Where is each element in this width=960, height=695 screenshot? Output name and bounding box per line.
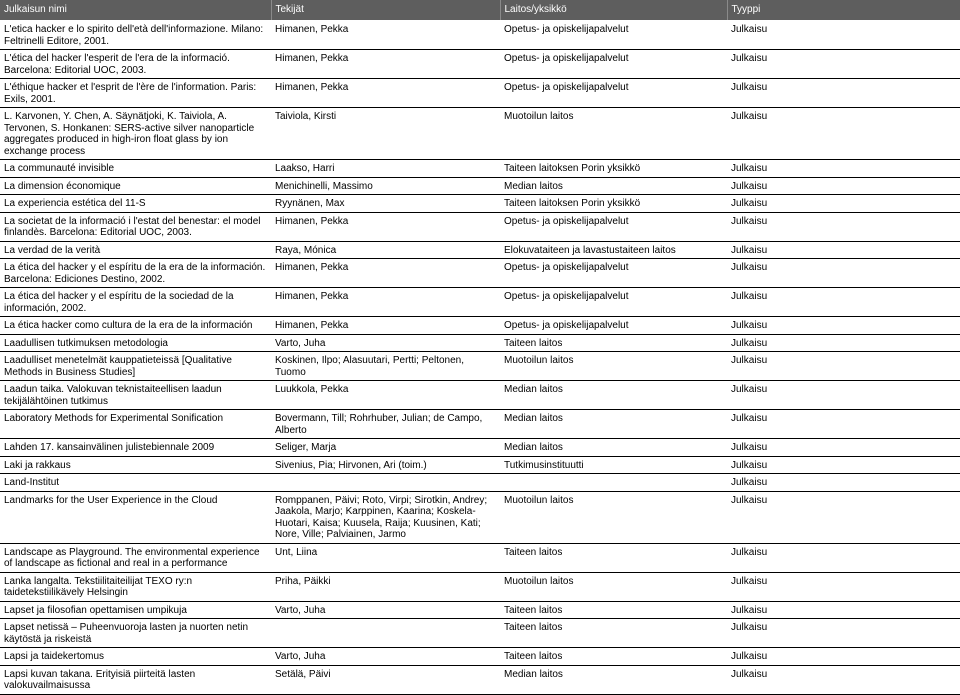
department-cell: Muotoilun laitos — [500, 108, 727, 160]
publication-title-cell: La verdad de la verità — [0, 241, 271, 259]
authors-cell: Taiviola, Kirsti — [271, 108, 500, 160]
authors-cell: Himanen, Pekka — [271, 50, 500, 79]
table-row — [0, 195, 960, 213]
department-cell: Opetus- ja opiskelijapalvelut — [500, 50, 727, 79]
table-body — [0, 20, 960, 694]
authors-cell: Seliger, Marja — [271, 439, 500, 457]
table-row — [0, 241, 960, 259]
publication-title-cell: L'etica hacker e lo spirito dell'età dell'informazione. Milano: Feltrinelli Editore, 2001. — [0, 20, 271, 50]
department-cell: Opetus- ja opiskelijapalvelut — [500, 79, 727, 108]
table-row — [0, 212, 960, 241]
department-cell: Taiteen laitoksen Porin yksikkö — [500, 160, 727, 178]
type-cell: Julkaisu — [727, 381, 960, 410]
type-cell: Julkaisu — [727, 160, 960, 178]
table-row — [0, 108, 960, 160]
authors-cell: Koskinen, Ilpo; Alasuutari, Pertti; Peltonen, Tuomo — [271, 352, 500, 381]
publication-title-cell: L'éthique hacker et l'esprit de l'ère de l'information. Paris: Exils, 2001. — [0, 79, 271, 108]
department-cell: Opetus- ja opiskelijapalvelut — [500, 212, 727, 241]
publication-title-cell: La ética del hacker y el espíritu de la era de la información. Barcelona: Ediciones Destino, 2002. — [0, 259, 271, 288]
table-row — [0, 619, 960, 648]
department-cell: Tutkimusinstituutti — [500, 456, 727, 474]
authors-cell: Romppanen, Päivi; Roto, Virpi; Sirotkin, Andrey; Jaakola, Marjo; Karppinen, Kaarina; Koskela-Huotari, Kaisa; Kuusela, Raija; Kuusinen, Kati; Nore, Ville; Palviainen, Jarmo — [271, 491, 500, 543]
type-cell: Julkaisu — [727, 195, 960, 213]
authors-cell: Luukkola, Pekka — [271, 381, 500, 410]
authors-cell: Sivenius, Pia; Hirvonen, Ari (toim.) — [271, 456, 500, 474]
publication-title-cell: La communauté invisible — [0, 160, 271, 178]
publication-title-cell: L. Karvonen, Y. Chen, A. Säynätjoki, K. Taiviola, A. Tervonen, S. Honkanen: SERS-active silver nanoparticle aggregates produced in high-iron float glass by ion exchange process — [0, 108, 271, 160]
publication-title-cell: Lahden 17. kansainvälinen julistebiennale 2009 — [0, 439, 271, 457]
publication-title-cell: Lapset ja filosofian opettamisen umpikuja — [0, 601, 271, 619]
table-row — [0, 474, 960, 492]
department-cell: Median laitos — [500, 381, 727, 410]
type-cell: Julkaisu — [727, 334, 960, 352]
type-cell: Julkaisu — [727, 288, 960, 317]
publication-title-cell: La experiencia estética del 11-S — [0, 195, 271, 213]
authors-cell: Himanen, Pekka — [271, 212, 500, 241]
table-row — [0, 288, 960, 317]
publication-title-cell: L'ética del hacker l'esperit de l'era de la informació. Barcelona: Editorial UOC, 2003. — [0, 50, 271, 79]
publication-title-cell: Lapsi ja taidekertomus — [0, 648, 271, 666]
publication-title-cell: Landscape as Playground. The environmental experience of landscape as fictional and real in a performance — [0, 543, 271, 572]
table-row — [0, 381, 960, 410]
publication-title-cell: La ética hacker como cultura de la era de la información — [0, 317, 271, 335]
publication-title-cell: Laadulliset menetelmät kauppatieteissä [Qualitative Methods in Business Studies] — [0, 352, 271, 381]
type-cell: Julkaisu — [727, 20, 960, 50]
type-cell: Julkaisu — [727, 410, 960, 439]
authors-cell: Himanen, Pekka — [271, 259, 500, 288]
type-cell: Julkaisu — [727, 241, 960, 259]
table-row — [0, 334, 960, 352]
type-cell: Julkaisu — [727, 491, 960, 543]
department-cell: Muotoilun laitos — [500, 572, 727, 601]
type-cell: Julkaisu — [727, 50, 960, 79]
authors-cell: Bovermann, Till; Rohrhuber, Julian; de Campo, Alberto — [271, 410, 500, 439]
type-cell: Julkaisu — [727, 648, 960, 666]
department-cell: Taiteen laitos — [500, 601, 727, 619]
type-cell: Julkaisu — [727, 474, 960, 492]
type-cell: Julkaisu — [727, 352, 960, 381]
type-cell: Julkaisu — [727, 601, 960, 619]
department-cell: Median laitos — [500, 439, 727, 457]
publication-title-cell: La dimension économique — [0, 177, 271, 195]
type-cell: Julkaisu — [727, 439, 960, 457]
authors-cell: Himanen, Pekka — [271, 79, 500, 108]
publication-title-cell: Lapsi kuvan takana. Erityisiä piirteitä lasten valokuvailmaisussa — [0, 665, 271, 694]
table-row — [0, 648, 960, 666]
publication-title-cell: Laki ja rakkaus — [0, 456, 271, 474]
column-header-authors: Tekijät — [271, 0, 500, 20]
publication-title-cell: Laadullisen tutkimuksen metodologia — [0, 334, 271, 352]
authors-cell: Varto, Juha — [271, 648, 500, 666]
table-row — [0, 543, 960, 572]
type-cell: Julkaisu — [727, 79, 960, 108]
publication-title-cell: La societat de la informació i l'estat del benestar: el model finlandès. Barcelona: Editorial UOC, 2003. — [0, 212, 271, 241]
table-row — [0, 177, 960, 195]
department-cell: Opetus- ja opiskelijapalvelut — [500, 288, 727, 317]
type-cell: Julkaisu — [727, 259, 960, 288]
header-row — [0, 0, 960, 20]
authors-cell: Himanen, Pekka — [271, 317, 500, 335]
type-cell: Julkaisu — [727, 665, 960, 694]
department-cell: Median laitos — [500, 665, 727, 694]
department-cell: Opetus- ja opiskelijapalvelut — [500, 259, 727, 288]
publication-title-cell: La ética del hacker y el espíritu de la sociedad de la información, 2002. — [0, 288, 271, 317]
table-row — [0, 491, 960, 543]
table-row — [0, 665, 960, 694]
publication-title-cell: Laadun taika. Valokuvan teknistaiteellisen laadun tekijälähtöinen tutkimus — [0, 381, 271, 410]
table-row — [0, 572, 960, 601]
publication-title-cell: Lapset netissä – Puheenvuoroja lasten ja nuorten netin käytöstä ja riskeistä — [0, 619, 271, 648]
table-row — [0, 317, 960, 335]
publication-title-cell: Landmarks for the User Experience in the Cloud — [0, 491, 271, 543]
publication-title-cell: Laboratory Methods for Experimental Sonification — [0, 410, 271, 439]
authors-cell — [271, 619, 500, 648]
table-row — [0, 439, 960, 457]
department-cell: Taiteen laitos — [500, 648, 727, 666]
department-cell — [500, 474, 727, 492]
type-cell: Julkaisu — [727, 108, 960, 160]
department-cell: Taiteen laitos — [500, 619, 727, 648]
table-row — [0, 160, 960, 178]
table-row — [0, 410, 960, 439]
column-header-type: Tyyppi — [727, 0, 960, 20]
type-cell: Julkaisu — [727, 317, 960, 335]
type-cell: Julkaisu — [727, 572, 960, 601]
type-cell: Julkaisu — [727, 177, 960, 195]
department-cell: Muotoilun laitos — [500, 491, 727, 543]
table-row — [0, 456, 960, 474]
authors-cell: Setälä, Päivi — [271, 665, 500, 694]
table-row — [0, 20, 960, 50]
department-cell: Taiteen laitos — [500, 334, 727, 352]
type-cell: Julkaisu — [727, 543, 960, 572]
department-cell: Opetus- ja opiskelijapalvelut — [500, 317, 727, 335]
table-row — [0, 259, 960, 288]
type-cell: Julkaisu — [727, 456, 960, 474]
authors-cell: Priha, Päikki — [271, 572, 500, 601]
type-cell: Julkaisu — [727, 212, 960, 241]
department-cell: Elokuvataiteen ja lavastustaiteen laitos — [500, 241, 727, 259]
authors-cell — [271, 474, 500, 492]
authors-cell: Varto, Juha — [271, 334, 500, 352]
type-cell: Julkaisu — [727, 619, 960, 648]
department-cell: Taiteen laitos — [500, 543, 727, 572]
authors-cell: Menichinelli, Massimo — [271, 177, 500, 195]
department-cell: Median laitos — [500, 177, 727, 195]
authors-cell: Himanen, Pekka — [271, 20, 500, 50]
authors-cell: Raya, Mónica — [271, 241, 500, 259]
column-header-department: Laitos/yksikkö — [500, 0, 727, 20]
authors-cell: Ryynänen, Max — [271, 195, 500, 213]
table-header — [0, 0, 960, 20]
department-cell: Muotoilun laitos — [500, 352, 727, 381]
table-row — [0, 352, 960, 381]
department-cell: Opetus- ja opiskelijapalvelut — [500, 20, 727, 50]
table-row — [0, 50, 960, 79]
authors-cell: Himanen, Pekka — [271, 288, 500, 317]
table-row — [0, 601, 960, 619]
authors-cell: Unt, Liina — [271, 543, 500, 572]
publication-title-cell: Lanka langalta. Tekstiilitaiteilijat TEXO ry:n taidetekstiilikävely Helsingin — [0, 572, 271, 601]
department-cell: Median laitos — [500, 410, 727, 439]
authors-cell: Varto, Juha — [271, 601, 500, 619]
department-cell: Taiteen laitoksen Porin yksikkö — [500, 195, 727, 213]
column-header-title: Julkaisun nimi — [0, 0, 271, 20]
publication-title-cell: Land-Institut — [0, 474, 271, 492]
table-row — [0, 79, 960, 108]
authors-cell: Laakso, Harri — [271, 160, 500, 178]
